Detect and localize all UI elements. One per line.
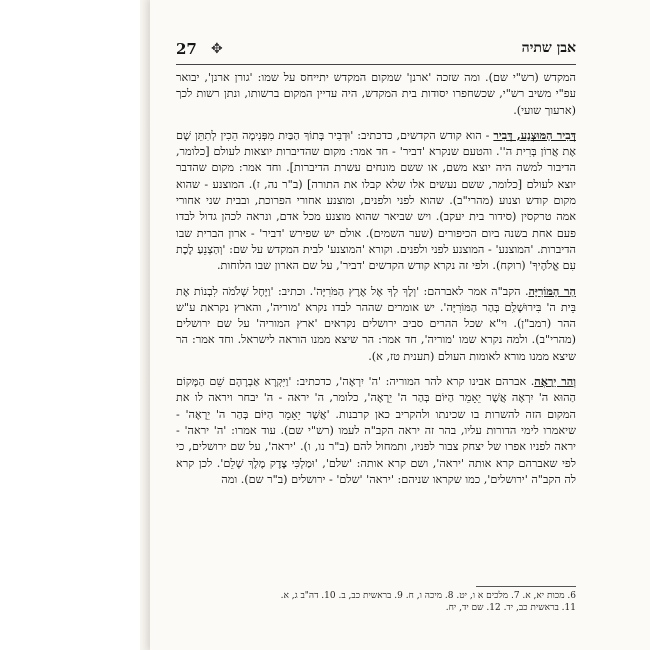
ornament-icon: ✥ [211,41,223,57]
entry-term: וְהַר יֵרָאֶה [534,374,576,389]
footnote-line: 11. בראשית כב, יד. 12. שם יד, יח. [445,603,576,613]
paragraph [176,373,576,488]
footnote-rule [476,586,576,587]
paragraph-text: . אברהם אבינו קרא להר המוריה: 'ה' יִרְאֶה', כדכתיב: 'וַיִּקְרָא אַבְרָהָם שֵׁם הַמָּקוֹם הַהוּא ה' יִרְאֶה אֲשֶׁר יֵאָמֵר הַיּוֹם בְּהַר ה' יֵרָאֶה', כלומר, ה' יראה - ה' יבחר ויראה לו את המקום הזה להשרות בו שכינתו ולהקריב כאן קרבנות. 'אֲשֶׁר יֵאָמֵר הַיּוֹם בְּהַר ה' יֵרָאֶה' - שיאמרו לימי הדורות עליו, בהר זה יראה הקב"ה לעמו (רש"י שם). עוד אמרו: 'ה' יראה' - יראה לפניו אפרו של יצחק צבור לפניו, ותמחול להם (ב"ר נו, ו). 'יראה', על שם ירושלים, כי לפי שאברהם קרא אותה 'יראה', ושם קרא אותה: 'שלם', 'וּמַלְכִּי צֶדֶק מֶלֶךְ שָׁלֵם'. לכן קרא לה הקב"ה 'ירושלים', כמו שקראו שניהם: 'יראה' 'שלם' - ירושלים (ב"ר שם). ומה [176,375,576,486]
page-number: 27 [176,40,197,58]
paragraph [176,283,576,365]
paragraph-text: המקדש (רש"י שם). ומה שזכה 'ארנן' שמקום המקדש יתייחס על שמו: 'גורן ארנן', יבואר עפ"י משיב רש"י, שכשחפרו יסודות בית המקדש, היה עדיין המקום ברשותו, ונתן רשות לכך (ארעוך שועי). [176,71,576,117]
running-header [176,40,576,62]
entry-term: דְּבִיר הַמּוּצְנָע, דְּבִיר [493,127,576,142]
paragraph-text: . הקב"ה אמר לאברהם: 'וְלֶךְ לְךָ אֶל אֶרֶץ הַמֹּרִיָּה'. וכתיב: 'וַיָּחֶל שְׁלֹמֹה לִבְנוֹת אֶת בֵּית ה' בִּירוּשָׁלִַם בְּהַר הַמּוֹרִיָּה'. יש אומרים שההר לבדו נקרא 'מוריה', והארץ נקראת ע"ש ההר (רמב"ן). וי"א שכל ההרים סביב ירושלים נקראים 'ארץ המוריה' על שם ירושלים (מהרי"ב). ולמה נקרא שמו 'מוריה', חד אמר: הר שיצא ממנו הוראה לישראל. וחד אמר: הר שיצא ממנו מורא לאומות העולם (תענית טז, א). [176,284,576,363]
header-rule [176,64,576,65]
footnote-line: 6. מכות יא, א. 7. מלכים א ו, יט. 8. מיכה ו, ח. 9. בראשית כב, ב. 10. דה"ב ג, א. [280,591,576,601]
paragraph-text: - הוא קודש הקדשים, כדכתיב: 'וּדְבִיר בְּתוֹךְ הַבַּיִת מִפְּנִימָה הֵכִין לְתִתֵּן שָׁם אֶת אֲרוֹן בְּרִית ה''. והטעם שנקרא 'דביר' - חד אמר: מקום שהדיברות יוצאות לעולם [כלומר, הדיבור למשה היה יוצא משם, או ששם מונחים עשרת הדיברות]. וחד אמר: מקום שהדבר יוצא לעולם [כלומר, ששם נעשים אלו שלא קבלו את התורה] (ב"ר נה, ז). המוצנע - שהוא מקום קודש וצנוע (מהרי"ב). שהוא לפני ולפנים, ומוצנע אחורי הפרוכת, ובבית שני אחורי אמה טרקסין (סידור בית יעקב). ויש שביאר שהוא מוצנע מכל אדם, ונראה לכהן גדול לבדו פעם אחת בשנה ביום הכיפורים (שער השמים). אולם יש שפירש 'דביר' - ארון הברית שבו הדיברות. 'המוצנע' - המוצנע לפני ולפנים. וקורא 'המוצנע' לבית המקדש על שם: 'וְהַצְנֵעַ לֶכֶת עִם אֱלֹהֶיךָ' (רוקח). ולפי זה נקרא קודש הקדשים 'דביר', על שם הארון שבו הלוחות. [176,128,576,273]
running-title: אבן שתיה [521,40,576,56]
entry-term: הַר הַמּוֹרִיָּה [528,283,576,298]
paragraph [176,127,576,275]
paragraph [176,70,576,119]
body-text [176,70,576,590]
footnotes [176,590,576,614]
